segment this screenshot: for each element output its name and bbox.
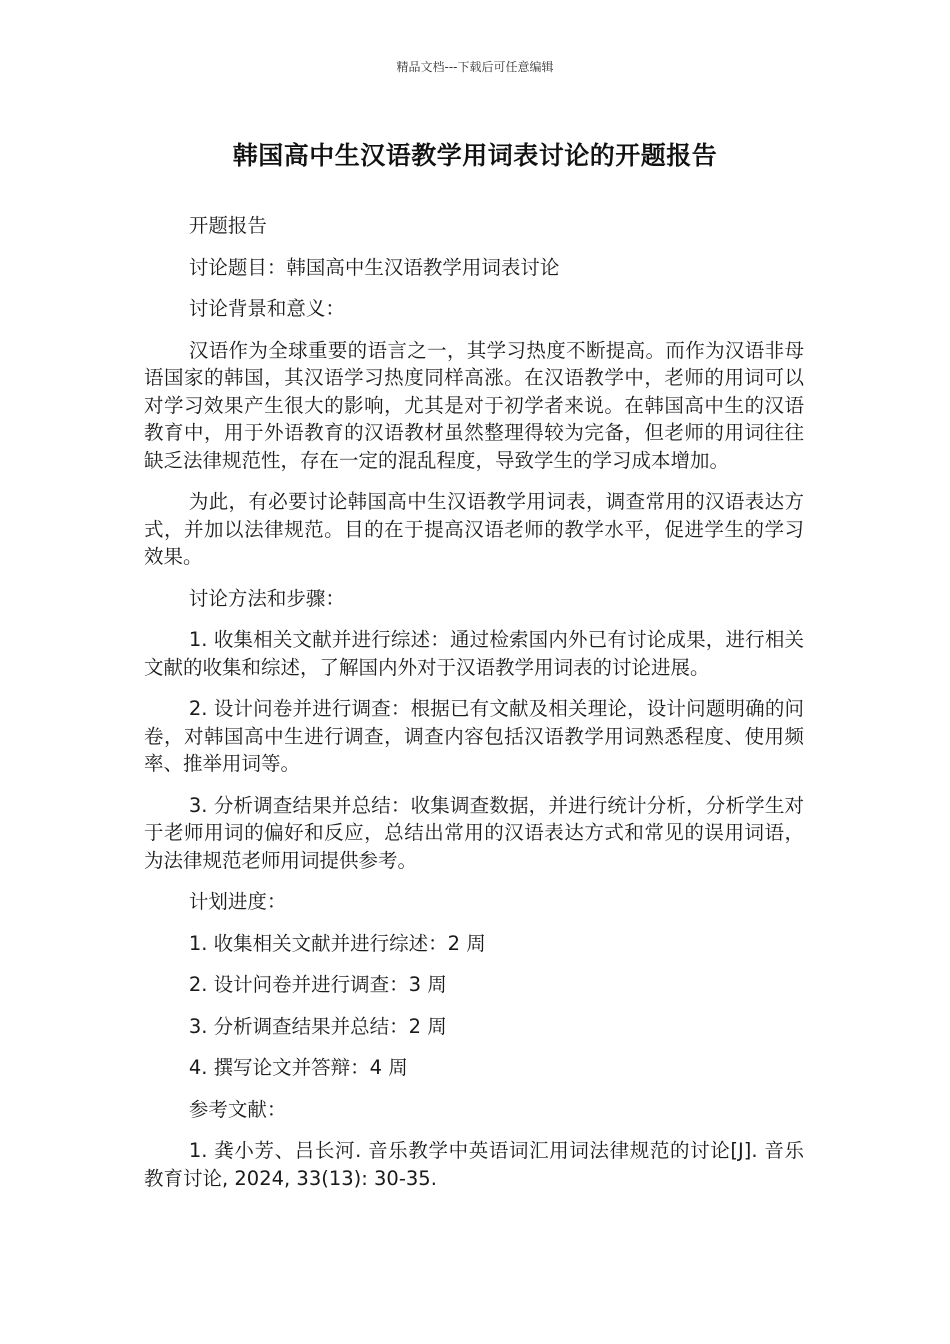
schedule-item: 2. 设计问卷并进行调查：3 周 [188,973,447,996]
purpose-paragraph: 为此，有必要讨论韩国高中生汉语教学用词表，调查常用的汉语表达方式，并加以法律规范。目的在于提高汉语老师的教学水平，促进学生的学习效果。 [144,490,804,568]
document-body [144,212,804,1206]
background-paragraph: 汉语作为全球重要的语言之一，其学习热度不断提高。而作为汉语非母语国家的韩国，其汉语学习热度同样高涨。在汉语教学中，老师的用词可以对学习效果产生很大的影响，尤其是对于初学者来说。在韩国高中生的汉语教育中，用于外语教育的汉语教材虽然整理得较为完备，但老师的用词往往缺乏法律规范性，存在一定的混乱程度，导致学生的学习成本增加。 [144,338,804,472]
method-step: 1. 收集相关文献并进行综述：通过检索国内外已有讨论成果，进行相关文献的收集和综述，了解国内外对于汉语教学用词表的讨论进展。 [144,628,804,679]
schedule-item: 3. 分析调查结果并总结：2 周 [188,1014,447,1038]
method-step: 3. 分析调查结果并总结：收集调查数据，并进行统计分析，分析学生对于老师用词的偏好和反应，总结出常用的汉语表达方式和常见的误用词语，为法律规范老师用词提供参考。 [144,793,804,872]
research-topic: 讨论题目：韩国高中生汉语教学用词表讨论 [188,255,560,279]
schedule-item: 1. 收集相关文献并进行综述：2 周 [188,931,486,955]
section-heading-background: 讨论背景和意义： [188,297,345,320]
section-heading-schedule: 计划进度： [188,890,287,913]
section-heading-references: 参考文献： [188,1097,287,1121]
section-heading-report: 开题报告 [188,214,267,237]
document-title: 韩国高中生汉语教学用词表讨论的开题报告 [232,141,718,170]
reference-item: 1. 龚小芳、吕长河. 音乐教学中英语词汇用词法律规范的讨论[J]. 音乐教育讨论, 2024, 33(13): 30-35. [144,1139,804,1190]
header-note: 精品文档---下载后可任意编辑 [396,60,554,74]
schedule-item: 4. 撰写论文并答辩：4 周 [188,1056,408,1079]
section-heading-methods: 讨论方法和步骤： [188,586,345,610]
method-step: 2. 设计问卷并进行调查：根据已有文献及相关理论，设计问题明确的问卷，对韩国高中生进行调查，调查内容包括汉语教学用词熟悉程度、使用频率、推举用词等。 [144,697,804,775]
